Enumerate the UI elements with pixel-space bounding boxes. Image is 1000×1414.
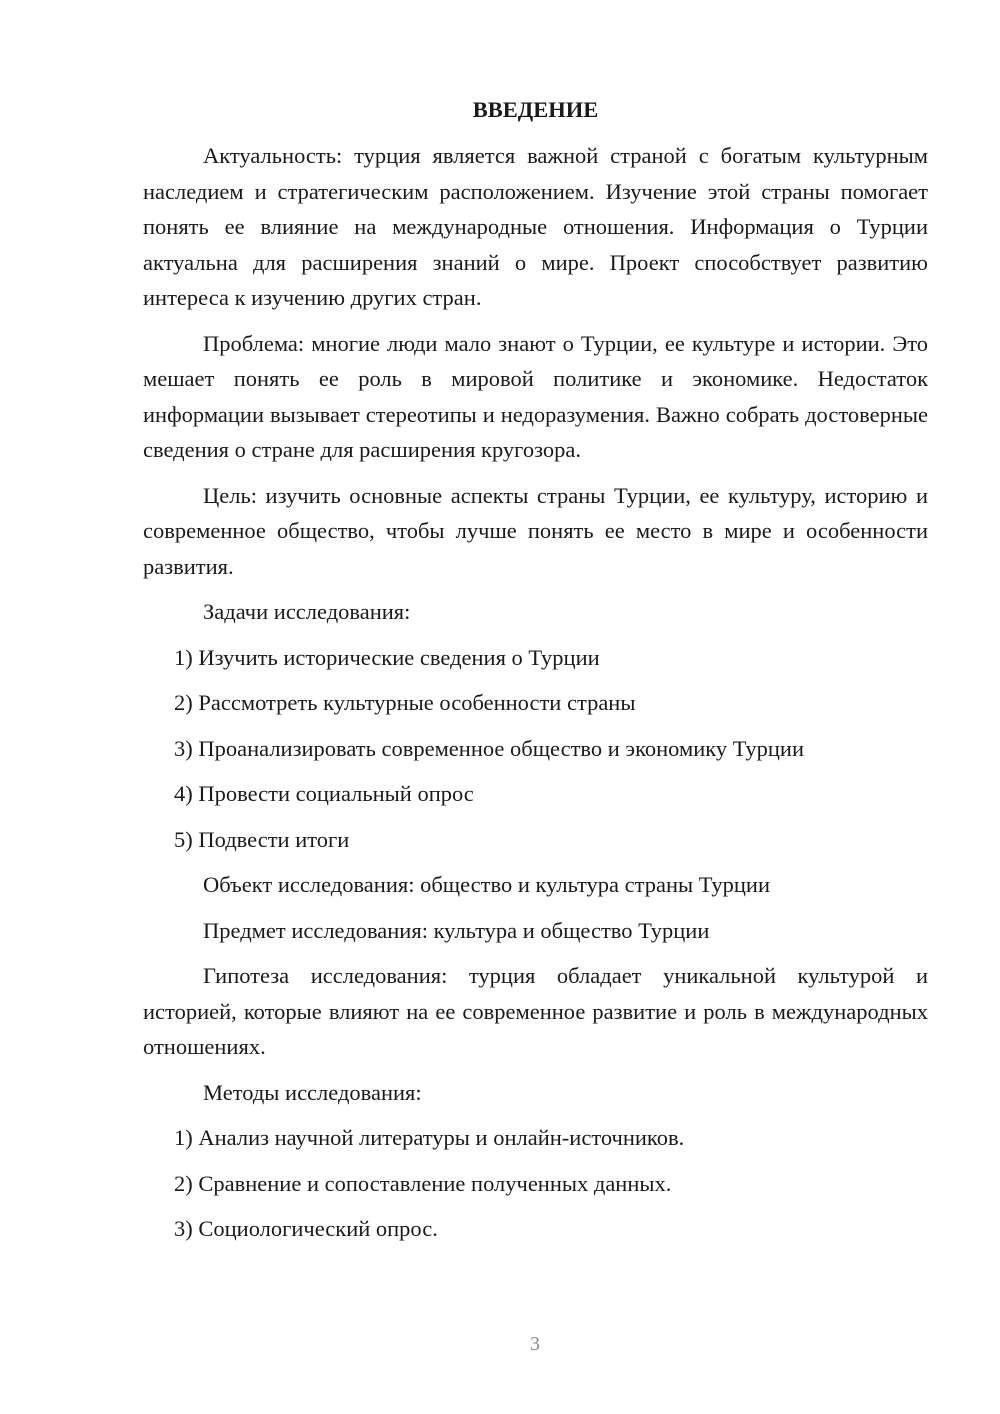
page-number: 3: [530, 1333, 540, 1355]
research-object: Объект исследования: общество и культура страны Турции: [203, 872, 771, 897]
document-body: [143, 92, 928, 1257]
section-title: ВВЕДЕНИЕ: [472, 97, 599, 122]
paragraph-hypothesis: Гипотеза исследования: турция обладает уникальной культурой и историей, которые влияют на ее современное развитие и роль в международных отношениях.: [143, 963, 928, 1059]
paragraph-relevance: Актуальность: турция является важной страной с богатым культурным наследием и стратегическим расположением. Изучение этой страны помогает понять ее влияние на международные отношения. Информация о Турции актуальна для расширения знаний о мире. Проект способствует развитию интереса к изучению других стран.: [143, 143, 928, 310]
paragraph-goal: Цель: изучить основные аспекты страны Турции, ее культуру, историю и современное общество, чтобы лучше понять ее место в мире и особенности развития.: [143, 482, 928, 579]
methods-heading: Методы исследования:: [203, 1079, 422, 1105]
paragraph-problem: Проблема: многие люди мало знают о Турции, ее культуре и истории. Это мешает понять ее роль в мировой политике и экономике. Недостаток информации вызывает стереотипы и недоразумения. Важно собрать достоверные сведения о стране для расширения кругозора.: [143, 330, 928, 462]
task-item-5: 5) Подвести итоги: [174, 826, 350, 852]
research-subject: Предмет исследования: культура и общество Турции: [203, 917, 710, 943]
tasks-heading: Задачи исследования:: [203, 599, 411, 624]
method-item-2: 2) Сравнение и сопоставление полученных данных.: [174, 1170, 672, 1196]
task-item-1: 1) Изучить исторические сведения о Турции: [174, 644, 600, 670]
method-item-1: 1) Анализ научной литературы и онлайн-источников.: [174, 1125, 685, 1150]
task-item-4: 4) Провести социальный опрос: [174, 781, 474, 806]
method-item-3: 3) Социологический опрос.: [174, 1216, 438, 1241]
task-item-3: 3) Проанализировать современное общество и экономику Турции: [174, 735, 804, 761]
task-item-2: 2) Рассмотреть культурные особенности страны: [174, 690, 636, 715]
